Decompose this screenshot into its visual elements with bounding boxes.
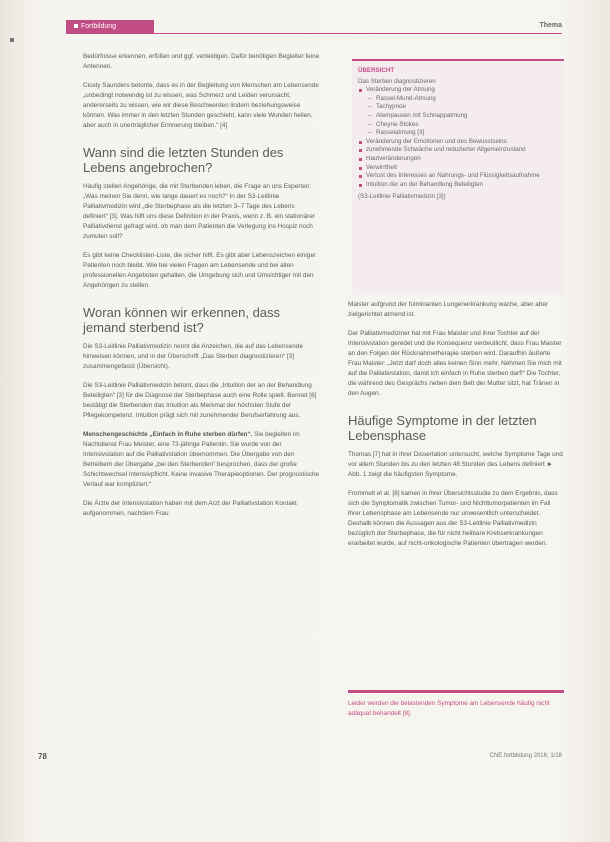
- overview-item: Intuition der an der Behandlung Beteiligten: [358, 181, 558, 190]
- heading-common-symptoms: Häufige Symptome in der letzten Lebensphase: [348, 413, 537, 443]
- paragraph: Die Ärzte der Intensivstation haben mit dem Arzt der Palliativstation Kontakt aufgenommen, nachdem Frau: [83, 500, 297, 517]
- case-paragraph: [83, 430, 321, 490]
- overview-item: Veränderung der Emotionen und des Bewusstseins: [358, 138, 558, 147]
- overview-item: – Rassel-Mund-Atmung: [358, 95, 558, 104]
- overview-item: Hautveränderungen: [358, 155, 558, 164]
- overview-item: Verwirrtheit: [358, 164, 558, 173]
- paragraph: Die S3-Leitlinie Palliativmedizin betont, dass die „Intuition der an der Behandlung Beteiligten“ [3] für die Diagnose der Sterbephase auch eine Rolle spielt. Bennet [6] bestätigt die Sterbenden das Intuition als Merkmal der höchsten Stufe der Pflegekompetenz. Intuition prägt sich mit zunehmender Berufserfahrung aus.: [83, 382, 317, 419]
- paragraph: Thomas [7] hat in ihrer Dissertation untersucht, welche Symptome Tage und vor allem Stunden bis zu den letzten 48 Stunden des Lebens definiert ► Abb. 1 zeigt die häufigsten Symptome.: [348, 451, 563, 478]
- overview-title: ÜBERSICHT: [358, 67, 395, 74]
- page-header: [66, 20, 562, 34]
- left-column: [83, 52, 321, 528]
- page-number: 78: [38, 752, 47, 761]
- overview-item: – Rasselatmung [3]: [358, 129, 558, 138]
- journal-reference: CNE.fortbildung 2016; 1/18: [489, 753, 562, 759]
- case-text: Sie begleiten im Nachtdienst Frau Meister, eine 73-jährige Patientin. Sie wurde von der Intensivstation auf die Palliativstation übernommen. Die Übergabe von den Betreibern der Übergabe „bei den Sterbenden“ besprochen, dass der große Schichtwechsel Intensivpflicht. Keine invasive Therapieoptionen. Der prognostische Verlauf war kompliziert.“: [83, 431, 320, 488]
- paragraph: Bedürfnisse erkennen, erfüllen und ggf. verteidigen. Dafür benötigen Begleiter feine Antennen.: [83, 53, 320, 70]
- paragraph: Cicely Saunders betonte, dass es in der Begleitung von Menschen am Lebensende „unbedingt notwendig ist zu wissen, was Schmerz und Leiden verursacht, andererseits zu wissen, wie wir diese Beschwerden lindern beziehungsweise können. Was immer in den letzten Stunden geschieht, kann viele Wunden heilen, aber auch in unerträglicher Erinnerung bleiben.“ [4]: [83, 82, 319, 129]
- header-rule: [154, 33, 562, 34]
- paragraph: Es gibt keine Checklisten-Liste, die sicher hilft. Es gibt aber Lebenszeichen einiger Patienten noch bleibt. Wie bei vielen Fragen am Lebensende und bei allen professionellen Angeboten gehalten, die Umgebung sich und Umsichtiger mit den Angehörigen zu stellen.: [83, 252, 317, 289]
- overview-list: [358, 86, 558, 189]
- overview-intro: Das Sterben diagnostizieren: [358, 77, 436, 85]
- overview-item: – Atempausen mit Schnappatmung: [358, 112, 558, 121]
- case-subhead: Menschengeschichte „Einfach in Ruhe sterben dürfen“.: [83, 431, 253, 438]
- corner-mark: [10, 38, 14, 42]
- heading-recognize-dying: Woran können wir erkennen, dass jemand sterbend ist?: [83, 305, 281, 335]
- heading-last-hours: Wann sind die letzten Stunden des Lebens angebrochen?: [83, 145, 284, 175]
- paragraph: Häufig stellen Angehörige, die mit Sterbenden leben, die Frage an uns Experten: „Was meinen Sie denn, wie lange dauert es noch?“ In der S3-Leitlinie Palliativmedizin wird „die Sterbephase als die letzten 3–7 Tage des Lebens definiert“ [3]. Was hilft uns diese Definition in der Praxis, wenn z. B. ein stationärer Palliativdienst gefragt wird, ob man dem Patienten die Verlegung ins Hospiz noch zumuten soll?: [83, 183, 316, 240]
- paragraph: Die S3-Leitlinie Palliativmedizin nennt die Anzeichen, die auf das Lebensende hinweisen können, und in der Überschrift „Das Sterben diagnostizieren“ [3] zusammengefasst (Übersicht).: [83, 343, 303, 370]
- highlight-note: Leider werden die belastenden Symptome am Lebensende häufig nicht adäquat behandelt [8].: [348, 690, 564, 719]
- overview-item: – Tachypnoe: [358, 103, 558, 112]
- overview-source: (S3-Leitlinie Palliativmedizin [3]): [358, 193, 446, 201]
- square-bullet-icon: [74, 24, 78, 28]
- section-label: Thema: [539, 22, 562, 29]
- paragraph: Frommelt et al. [8] kamen in ihrer Übersichtsstudie zu dem Ergebnis, dass sich die Symptomatik zwischen Tumor- und Nichttumorpatienten im Fall ihrer Lebensphase am Lebensende nur unwesentlich unterscheidet. Deshalb können die Aussagen aus der S3-Leitlinie Palliativmedizin bezüglich der Sterbephase, die für nicht heilbare Krebserkrankungen erarbeitet wurde, auf nicht-onkologische Patienten übertragen werden.: [348, 490, 558, 547]
- rubric-label: Fortbildung: [81, 23, 117, 30]
- rubric-tab: [66, 20, 154, 34]
- overview-item: Verlust des Interesses an Nahrungs- und Flüssigkeitsaufnahme: [358, 172, 558, 181]
- paragraph: Maister aufgrund der fulminanten Lungenerkrankung wache, aber aber zielgerichtet atmend ist.: [348, 301, 549, 318]
- right-column: [348, 300, 564, 558]
- overview-item: zunehmende Schwäche und reduzierter Allgemeinzustand: [358, 146, 558, 155]
- overview-item: Veränderung der Atmung: [358, 86, 558, 95]
- overview-item: – Cheyne-Stokes: [358, 121, 558, 130]
- overview-box: [352, 59, 564, 295]
- paragraph: Der Palliativmediziner hat mit Frau Maister und ihrer Tochter auf der Intensivstation geredet und die Konsequenz verdeutlicht, dass Frau Maister an den Folgen der Rücknahmetherapie sterben wird. Daraufhin äußerte Frau Maister: „Jetzt darf doch alles keinen Sinn mehr. Nehmen Sie mich mit auf die Palliativstation, damit ich einfach in Ruhe sterben darf!“ Die Tochter, die während des Gesprächs neben dem Bett der Mutter sitzt, hat Tränen in den Augen.: [348, 330, 562, 397]
